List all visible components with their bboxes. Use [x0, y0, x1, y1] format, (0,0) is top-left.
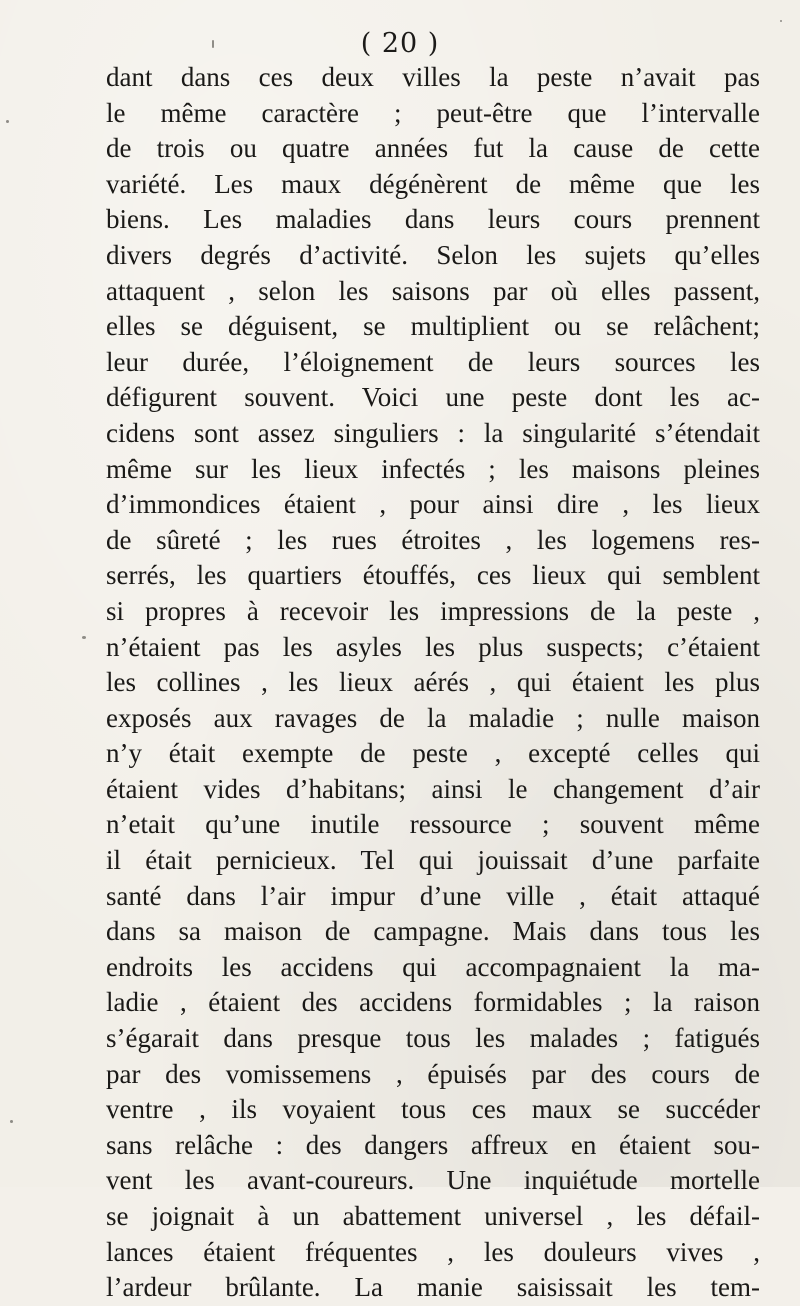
text-line: étaient vides d’habitans; ainsi le changement d’air [106, 773, 760, 804]
text-line: dant dans ces deux villes la peste n’avait pas [106, 62, 760, 92]
text-line: elles se déguisent, se multiplient ou se relâchent; [106, 311, 760, 342]
text-line: par des vomissemens , épuisés par des cours de [106, 1058, 760, 1089]
text-line: cidens sont assez singuliers : la singularité s’étendait [106, 417, 760, 448]
margin-speck [212, 40, 214, 48]
text-line: biens. Les maladies dans leurs cours prennent [106, 204, 760, 235]
page-number: ( 20 ) [360, 28, 440, 59]
margin-speck [6, 120, 9, 123]
margin-speck [82, 636, 86, 639]
text-line: l’ardeur brûlante. La manie saisissait les tem- [106, 1272, 760, 1303]
text-line: santé dans l’air impur d’une ville , était attaqué [106, 880, 760, 911]
text-line: exposés aux ravages de la maladie ; nulle maison [106, 702, 760, 733]
text-line: se joignait à un abattement universel , les défail- [106, 1201, 760, 1231]
text-line: le même caractère ; peut-être que l’intervalle [106, 97, 760, 128]
text-line: s’égarait dans presque tous les malades ; fatigués [106, 1023, 760, 1054]
text-line: ventre , ils voyaient tous ces maux se succéder [106, 1094, 760, 1125]
text-line: leur durée, l’éloignement de leurs sources les [106, 346, 760, 377]
text-line: lances étaient fréquentes , les douleurs vives , [106, 1236, 760, 1267]
text-line: n’y était exempte de peste , excepté celles qui [106, 738, 760, 769]
text-line: serrés, les quartiers étouffés, ces lieux qui semblent [106, 560, 760, 591]
text-line: vent les avant-coureurs. Une inquiétude mortelle [106, 1165, 760, 1196]
text-line: de trois ou quatre années fut la cause de cette [106, 133, 760, 164]
margin-speck [10, 1120, 13, 1123]
text-line: sans relâche : des dangers affreux en étaient sou- [106, 1129, 760, 1160]
text-line: défigurent souvent. Voici une peste dont les ac- [106, 382, 760, 413]
text-line: les collines , les lieux aérés , qui étaient les plus [106, 667, 760, 698]
text-line: endroits les accidens qui accompagnaient la ma- [106, 951, 760, 982]
margin-speck [780, 20, 782, 22]
text-line: ladie , étaient des accidens formidables ; la raison [106, 987, 760, 1018]
text-line: de sûreté ; les rues étroites , les logemens res- [106, 524, 760, 555]
text-line: même sur les lieux infectés ; les maisons pleines [106, 453, 760, 484]
text-line: variété. Les maux dégénèrent de même que les [106, 168, 760, 199]
text-line: n’étaient pas les asyles les plus suspects; c’étaient [106, 631, 760, 662]
text-line: d’immondices étaient , pour ainsi dire , les lieux [106, 489, 760, 520]
text-line: il était pernicieux. Tel qui jouissait d’une parfaite [106, 845, 760, 876]
text-line: si propres à recevoir les impressions de la peste , [106, 595, 760, 626]
text-line: dans sa maison de campagne. Mais dans tous les [106, 916, 760, 947]
text-line: attaquent , selon les saisons par où elles passent, [106, 275, 760, 306]
text-line: n’etait qu’une inutile ressource ; souvent même [106, 809, 760, 840]
text-line: divers degrés d’activité. Selon les sujets qu’elles [106, 239, 760, 270]
body-text [106, 60, 760, 1306]
